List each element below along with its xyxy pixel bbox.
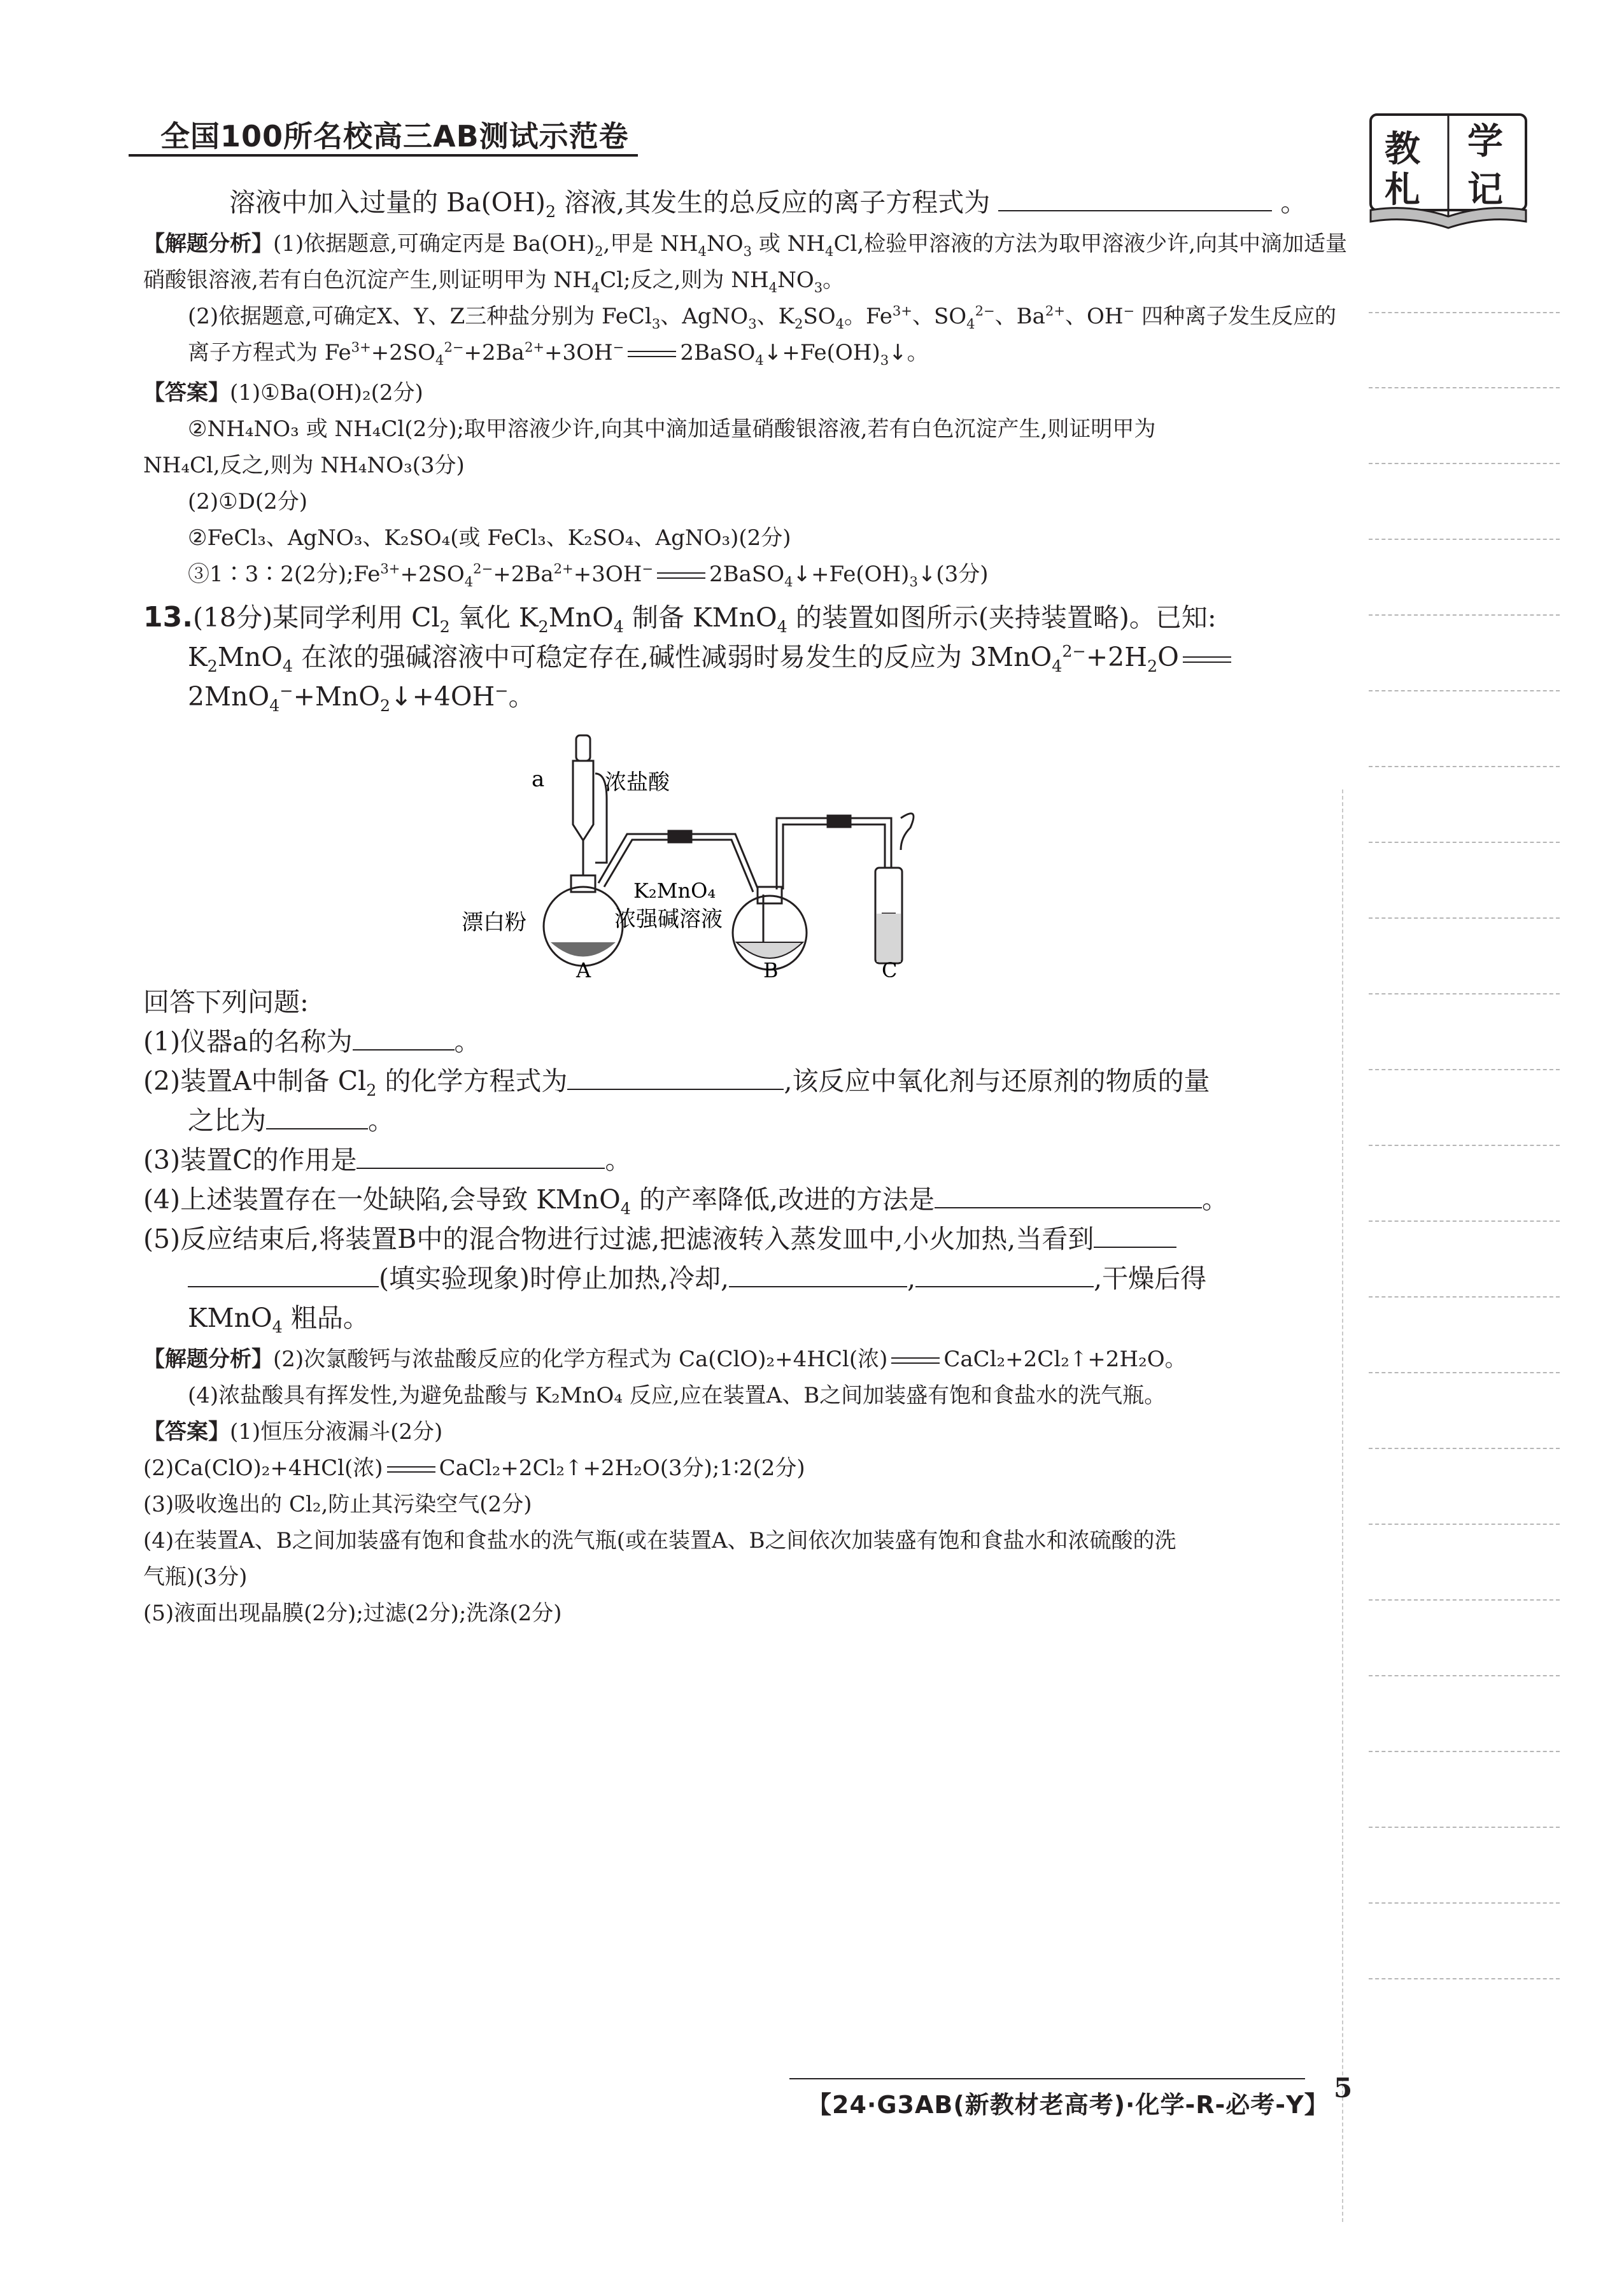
q13-sub3: (3)装置C的作用是 。	[143, 1145, 632, 1175]
note-line	[1369, 917, 1560, 919]
label-B: B	[763, 958, 779, 977]
footer-code: 【24·G3AB(新教材老高考)·化学-R-必考-Y】	[807, 2091, 1329, 2119]
answer-1-line4: ②FeCl₃、AgNO₃、K₂SO₄(或 FeCl₃、K₂SO₄、AgNO₃)(2分)	[188, 525, 791, 551]
label-C: C	[882, 958, 898, 977]
label-powder: 漂白粉	[462, 910, 526, 935]
series-title: 全国100所名校高三AB测试示范卷	[160, 119, 629, 153]
answer-blank	[998, 188, 1272, 211]
note-line	[1369, 1902, 1560, 1904]
q13-prompt: 回答下列问题:	[143, 987, 309, 1017]
answer-blank	[915, 1264, 1094, 1287]
q13-sub4: (4)上述装置存在一处缺陷,会导致 KMnO$_4$ 的产率降低,改进的方法是 。	[143, 1184, 1229, 1219]
note-line	[1369, 1978, 1560, 1979]
answer-2-line3: (3)吸收逸出的 Cl₂,防止其污染空气(2分)	[143, 1492, 532, 1517]
answer-blank	[935, 1185, 1202, 1208]
apparatus-diagram	[462, 723, 984, 977]
label-acid: 浓盐酸	[605, 770, 670, 795]
q13-stem3: 2MnO$_4$−+MnO$_2$↓+4OH−。	[188, 681, 535, 716]
note-line	[1369, 1069, 1560, 1070]
analysis-label: 【解题分析】	[143, 231, 273, 257]
answer-blank	[266, 1107, 368, 1129]
label-A: A	[576, 958, 591, 977]
answer-2: 【答案】(1)恒压分液漏斗(2分)	[143, 1419, 443, 1445]
note-line	[1369, 1524, 1560, 1525]
answer-blank	[1094, 1225, 1176, 1248]
q13-sub5-end: KMnO$_4$ 粗品。	[188, 1303, 369, 1337]
note-line	[1369, 312, 1560, 313]
q13-sub2: (2)装置A中制备 $Cl_2$ 的化学方程式为 ,该反应中氧化剂与还原剂的物质的量	[143, 1066, 1210, 1100]
badge-char-xue: 学	[1467, 120, 1503, 162]
q13-sub5-cont: (填实验现象)时停止加热,冷却, , ,干燥后得	[143, 1259, 1353, 1298]
note-line	[1369, 614, 1560, 616]
analysis-1: 【解题分析】(1)依据题意,可确定丙是 $Ba(OH)_2$,甲是 $NH_4NO_3$ 或 $NH_4Cl$,检验甲溶液的方法为取甲溶液少许,向其中滴加适量硝酸银溶液,若有白色沉淀产生,则证明甲为 $NH_4Cl$;反之,则为 $NH_4NO_3$。	[143, 231, 1347, 295]
note-line	[1369, 1827, 1560, 1828]
note-line	[1369, 463, 1560, 464]
note-line	[1369, 539, 1560, 540]
answer-label: 【答案】	[143, 380, 230, 406]
note-line	[1369, 1372, 1560, 1373]
note-line	[1369, 387, 1560, 388]
answer-1-line3: (2)①D(2分)	[188, 489, 308, 514]
badge-char-zha: 札	[1385, 169, 1420, 211]
answer-blank	[353, 1028, 455, 1051]
label-k2mno4: K₂MnO₄	[633, 879, 716, 903]
note-line	[1369, 1145, 1560, 1146]
note-line	[1369, 690, 1560, 691]
answer-1-line2b: NH₄Cl,反之,则为 NH₄NO₃(3分)	[143, 453, 465, 478]
note-line	[1369, 1751, 1560, 1752]
note-line	[1369, 1448, 1560, 1449]
footer-rule	[789, 2078, 1305, 2079]
note-line	[1369, 766, 1560, 767]
q13-sub2-cont: 之比为 。	[188, 1105, 394, 1136]
note-line	[1369, 993, 1560, 994]
answer-blank	[729, 1264, 907, 1287]
q13-stem: 13.(18分)某同学利用 $Cl_2$ 氧化 $K_2MnO_4$ 制备 KMnO$_4$ 的装置如图所示(夹持装置略)。已知:	[143, 601, 1217, 637]
q13-sub5: (5)反应结束后,将装置B中的混合物进行过滤,把滤液转入蒸发皿中,小火加热,当看到	[143, 1219, 1353, 1259]
badge-char-jiao: 教	[1385, 128, 1420, 170]
answer-2-line5: (5)液面出现晶膜(2分);过滤(2分);洗涤(2分)	[143, 1601, 562, 1626]
answer-label: 【答案】	[143, 1419, 230, 1445]
answer-1-line5: ③1∶3∶2(2分)$;Fe^{3+}+2SO_4^{2-}+2Ba^{2+}+3OH^-$ $2BaSO_4↓+Fe(OH)_3↓(3$分)	[188, 560, 989, 590]
q13-stem2: $K_2MnO_4$ 在浓的强碱溶液中可稳定存在,碱性减弱时易发生的反应为 $3MnO_4^{2-}+2H_2O$	[143, 637, 1353, 677]
page-body	[143, 175, 1353, 1632]
analysis-2-line2: (4)浓盐酸具有挥发性,为避免盐酸与 K₂MnO₄ 反应,应在装置A、B之间加装盛有饱和食盐水的洗气瓶。	[188, 1383, 1166, 1408]
page-number: 5	[1334, 2072, 1353, 2104]
label-a: a	[532, 767, 545, 792]
q12-tail: 溶液中加入过量的 $Ba(OH)_2$ 溶液,其发生的总反应的离子方程式为 。	[229, 187, 1307, 222]
answer-1: 【答案】(1)①Ba(OH)₂(2分)	[143, 380, 423, 406]
note-line	[1369, 1220, 1560, 1222]
note-line	[1369, 1675, 1560, 1676]
header-rule	[129, 154, 638, 157]
note-line	[1369, 1296, 1560, 1298]
q13-sub1: (1)仪器a的名称为 。	[143, 1026, 481, 1057]
analysis-2: 【解题分析】(2)次氯酸钙与浓盐酸反应的化学方程式为 Ca(ClO)₂+4HCl(浓) CaCl₂+2Cl₂↑+2H₂O。	[143, 1347, 1187, 1372]
answer-2-line4: (4)在装置A、B之间加装盛有饱和食盐水的洗气瓶(或在装置A、B之间依次加装盛有饱和食盐水和浓硫酸的洗	[143, 1528, 1176, 1553]
label-solution: 浓强碱溶液	[614, 907, 723, 932]
answer-blank	[357, 1146, 605, 1169]
notes-badge	[1366, 110, 1531, 230]
answer-1-line2: ②NH₄NO₃ 或 NH₄Cl(2分);取甲溶液少许,向其中滴加适量硝酸银溶液,若有白色沉淀产生,则证明甲为	[188, 416, 1156, 442]
analysis-1-part2: (2)依据题意,可确定X、Y、Z三种盐分别为 FeCl$_3$、AgNO$_3$、$K_2SO_4$。$Fe^{3+}$、$SO_4^{2-}$、$Ba^{2+}$、OH− 四种离子发生反应的离子方程式为 $Fe^{3+}+2SO_4^{2-}+2Ba^{2+}+3OH^-$ $2BaSO_4↓+Fe(OH)_3↓$。	[188, 302, 1336, 368]
answer-blank	[188, 1264, 379, 1287]
answer-2-line2: (2)Ca(ClO)₂+4HCl(浓) CaCl₂+2Cl₂↑+2H₂O(3分);1∶2(2分)	[143, 1455, 805, 1481]
analysis-label: 【解题分析】	[143, 1347, 273, 1372]
badge-char-ji: 记	[1467, 169, 1503, 211]
note-line	[1369, 1599, 1560, 1601]
question-number: 13.	[143, 601, 193, 633]
answer-blank	[567, 1067, 784, 1090]
note-line	[1369, 842, 1560, 843]
answer-2-line4b: 气瓶)(3分)	[143, 1564, 248, 1590]
